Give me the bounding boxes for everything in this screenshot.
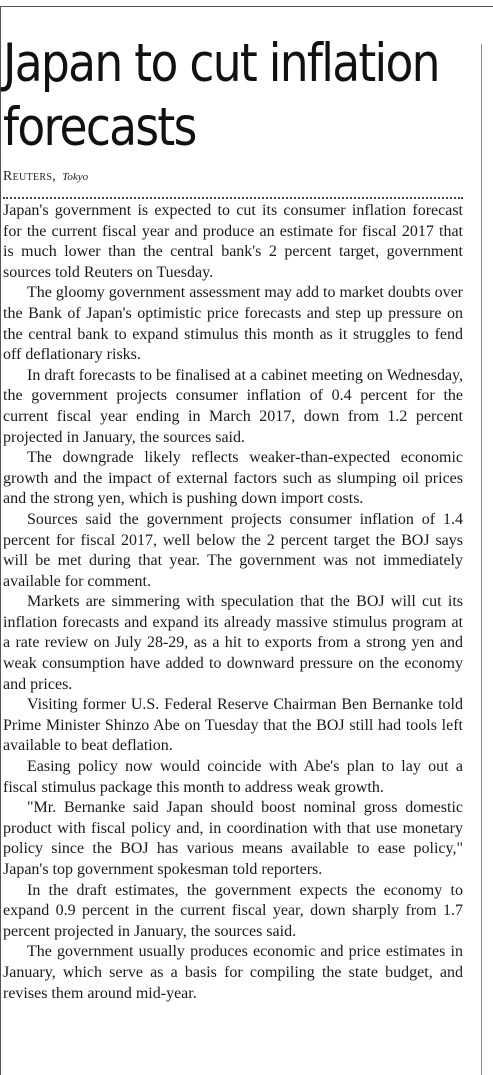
article-paragraph: Visiting former U.S. Federal Reserve Chairman Ben Bernanke told Prime Minister Shinzo Abe on Tuesday that the BOJ still had tools left available to beat deflation. [3,696,463,755]
article-paragraph: The government usually produces economic and price estimates in January, which serve as a basis for compiling the state budget, and revises them around mid-year. [3,943,463,1002]
column-divider-rule [481,44,482,1075]
article-paragraph: Sources said the government projects consumer inflation of 1.4 percent for fiscal 2017, well below the 2 percent target the BOJ says will be met during that year. The government was not immediately available for comment. [3,510,463,590]
left-border-rule [0,6,1,1075]
article-paragraph: Easing policy now would coincide with Abe's plan to lay out a fiscal stimulus package this month to address weak growth. [3,758,463,796]
article-paragraph: Japan's government is expected to cut its consumer inflation forecast for the current fiscal year and produce an estimate for fiscal 2017 that is much lower than the central bank's 2 percent target, government sources told Reuters on Tuesday. [3,202,463,281]
article-paragraph: The downgrade likely reflects weaker-than-expected economic growth and the impact of external factors such as slumping oil prices and the strong yen, which is pushing down import costs. [3,449,463,508]
article-paragraph: The gloomy government assessment may add to market doubts over the Bank of Japan's optimistic price forecasts and step up pressure on the central bank to expand stimulus this month as it struggles to fend off deflationary risks. [3,284,463,364]
news-article [3,32,463,1004]
article-body [3,201,463,1004]
article-paragraph: In draft forecasts to be finalised at a cabinet meeting on Wednesday, the government projects consumer inflation of 0.4 percent for the current fiscal year ending in March 2017, down from 1.2 percent projected in January, the sources said. [3,366,463,446]
byline-dotted-divider [3,197,463,199]
byline-location: Tokyo [62,171,89,183]
article-paragraph: "Mr. Bernanke said Japan should boost nominal gross domestic product with fiscal policy and, in coordination with that use monetary policy since the BOJ has various means available to ease policy," Japan's top government spokesman told reporters. [3,799,463,878]
byline-agency: Reuters, [3,169,57,184]
article-paragraph: In the draft estimates, the government expects the economy to expand 0.9 percent in the current fiscal year, down sharply from 1.7 percent projected in January, the sources said. [3,881,463,940]
article-byline [3,168,463,185]
article-paragraph: Markets are simmering with speculation that the BOJ will cut its inflation forecasts and expand its already massive stimulus program at a rate review on July 28-29, as a hit to exports from a strong yen and weak consumption have added to downward pressure on the economy and prices. [3,593,463,693]
article-headline: Japan to cut inflation forecasts [3,33,439,158]
top-border-rule [0,6,493,7]
